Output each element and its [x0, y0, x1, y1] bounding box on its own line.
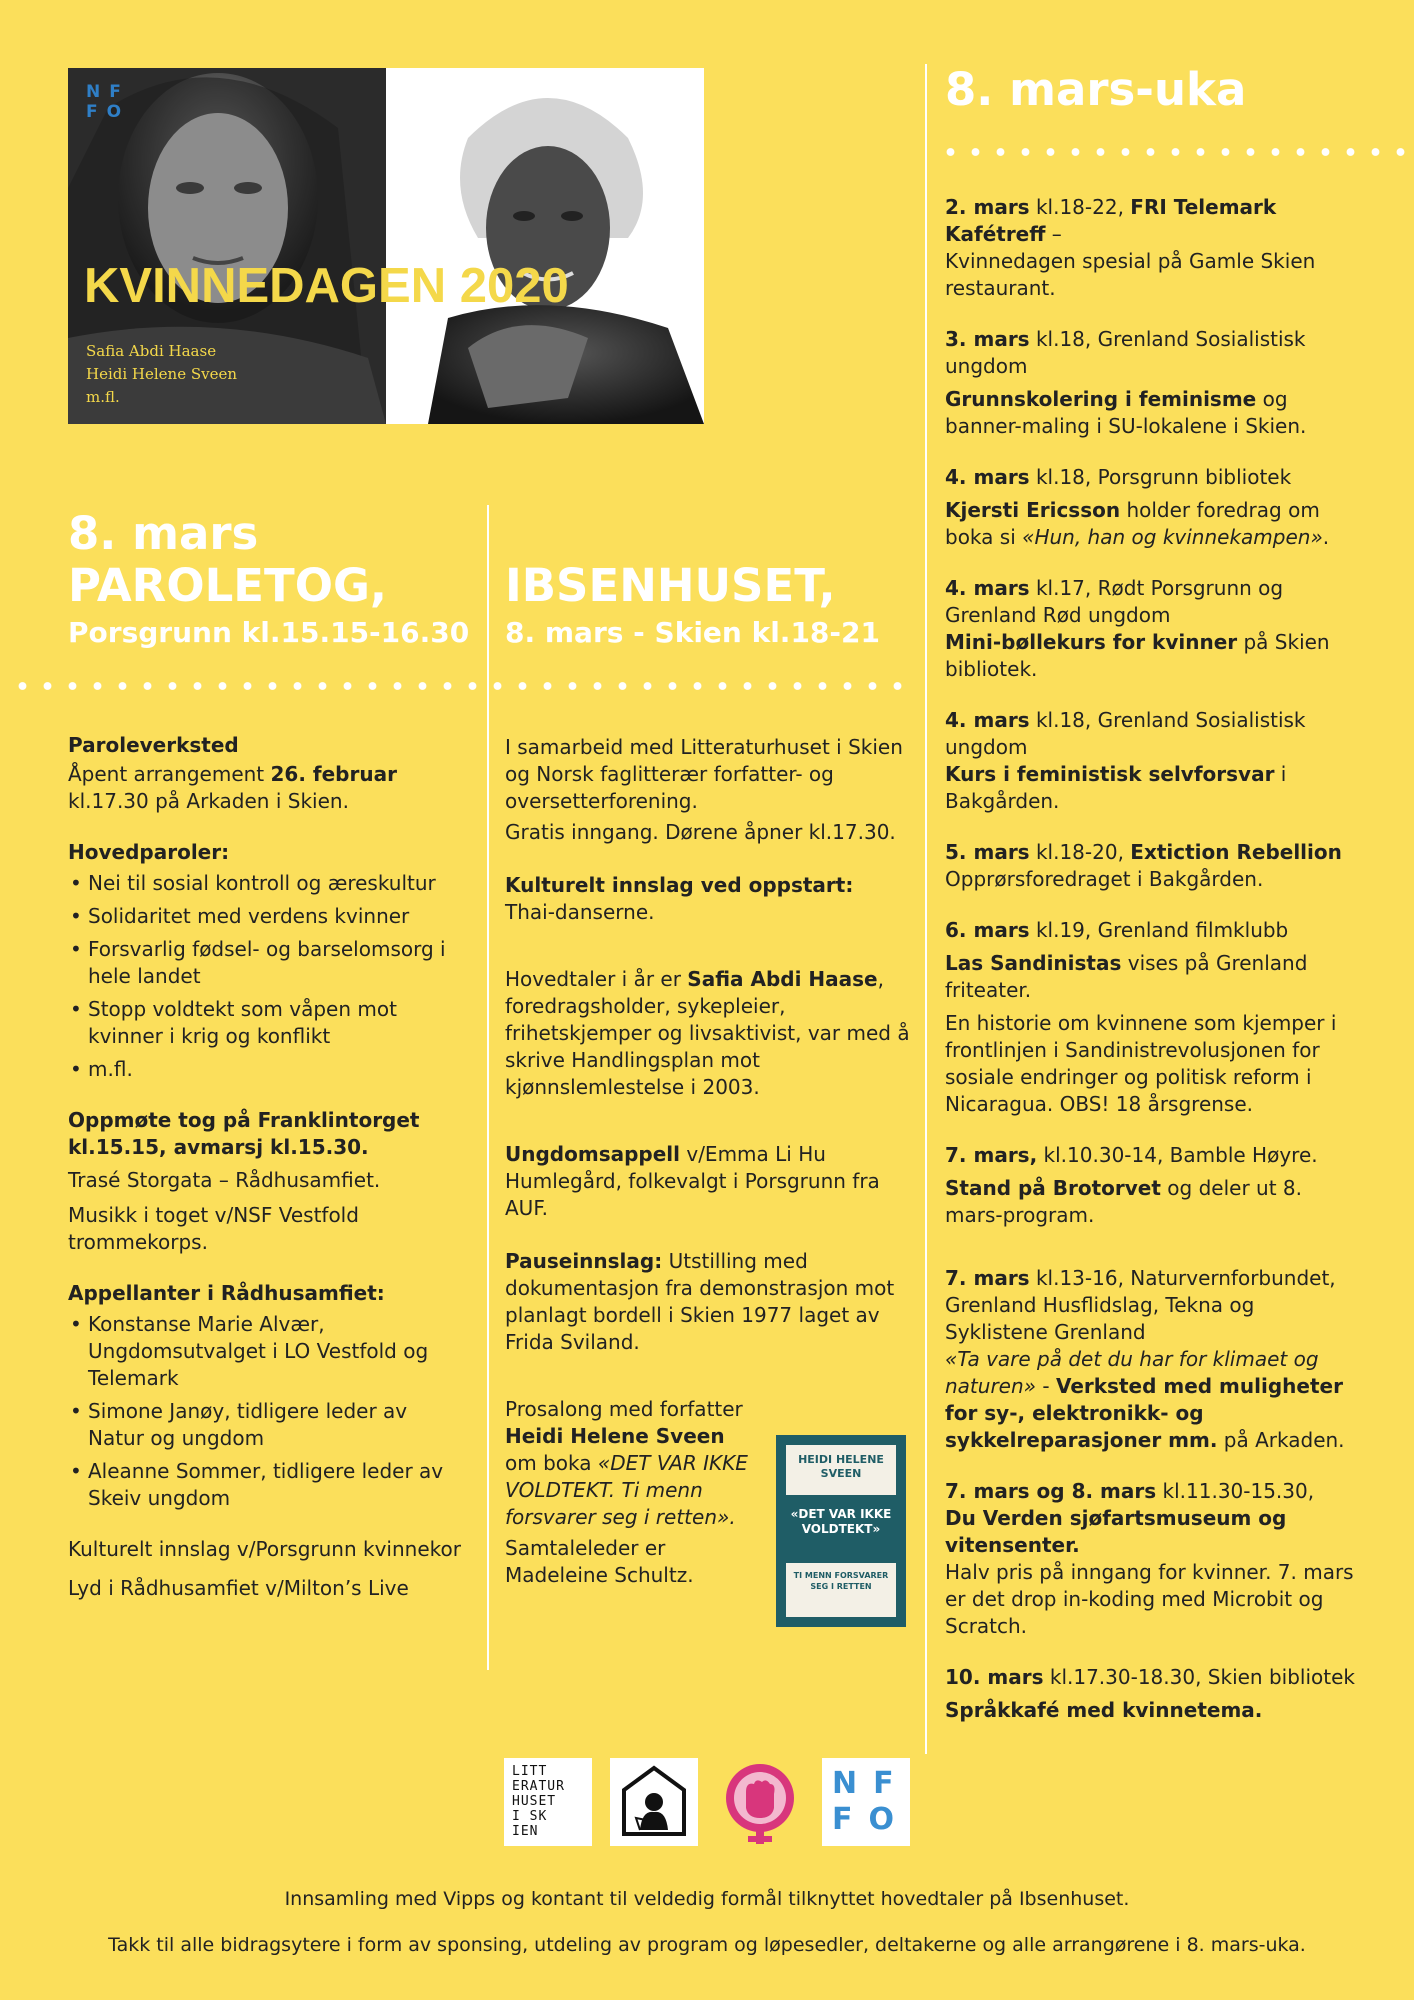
list-item: 7. mars kl.13-16, Naturvernforbundet, Grenland Husflidslag, Tekna og Syklistene Grenland «Ta vare på det du har for klimaet og naturen» - Verksted med muligheter for sy-, elektronikk- og sykkelreparasjoner mm. på Arkaden. — [945, 1266, 1345, 1452]
route-text: Trasé Storgata – Rådhusamfiet. — [68, 1168, 381, 1192]
event-poster-image — [68, 68, 704, 424]
list-item: 4. mars kl.18, Grenland Sosialistisk ungdom Kurs i feministisk selvforsvar i Bakgården. — [945, 708, 1306, 813]
dotted-divider-main — [10, 682, 916, 690]
week-events — [945, 194, 1360, 1748]
list-item: • m.fl. — [68, 1056, 468, 1083]
book-title: «DET VAR IKKE VOLDTEKT» — [790, 1507, 892, 1536]
list-item: 3. mars kl.18, Grenland Sosialistisk ungdom Grunnskolering i feminisme og banner-maling i SU-lokalene i Skien. — [945, 327, 1307, 438]
list-item: 5. mars kl.18-20, Extiction Rebellion Opprørsforedraget i Bakgården. — [945, 840, 1342, 891]
slogans-list — [68, 870, 468, 1083]
main-speaker-text: Hovedtaler i år er Safia Abdi Haase, foredragsholder, sykepleier, frihetskjemper og livsaktivist, var med å skrive Handlingsplan mot kjønnslemlestelse i 2003. — [505, 967, 910, 1099]
list-item: • Solidaritet med verdens kvinner — [68, 903, 468, 930]
list-item: • Stopp voldtekt som våpen mot kvinner i krig og konflikt — [68, 996, 468, 1050]
list-item: 10. mars kl.17.30-18.30, Skien bibliotek Språkkafé med kvinnetema. — [945, 1665, 1355, 1722]
sound-text: Lyd i Rådhusamfiet v/Milton’s Live — [68, 1576, 409, 1600]
poster-speakers: Safia Abdi Haase Heidi Helene Sveen m.fl. — [86, 342, 238, 406]
parade-heading: 8. mars PAROLETOG, Porsgrunn kl.15.15-16.30 — [68, 507, 470, 649]
ibsen-heading: IBSENHUSET, 8. mars - Skien kl.18-21 — [505, 559, 880, 649]
list-item: 7. mars, kl.10.30-14, Bamble Høyre. Stand på Brotorvet og deler ut 8. mars-program. — [945, 1143, 1318, 1227]
house-emblem-icon — [610, 1758, 698, 1846]
parade-details — [68, 732, 468, 1610]
list-item: • Nei til sosial kontroll og æreskultur — [68, 870, 468, 897]
footer-fundraising: Innsamling med Vipps og kontant til veldedig formål tilknyttet hovedtaler på Ibsenhuset. — [284, 1888, 1130, 1910]
list-item: • Forsvarlig fødsel- og barselomsorg i hele landet — [68, 936, 468, 990]
nffo-logo: NF FO — [822, 1758, 910, 1846]
poster-title: KVINNEDAGEN 2020 — [84, 259, 569, 313]
list-item: 7. mars og 8. mars kl.11.30-15.30, Du Verden sjøfartsmuseum og vitensenter. Halv pris på inngang for kvinner. 7. mars er det drop in-koding med Microbit og Scratch. — [945, 1479, 1354, 1638]
list-item: 2. mars kl.18-22, FRI Telemark Kafétreff – Kvinnedagen spesial på Gamle Skien restaurant. — [945, 195, 1316, 300]
book-author: HEIDI HELENE SVEEN — [786, 1445, 896, 1495]
week-title: 8. mars-uka — [945, 63, 1247, 116]
pause-text: Pauseinnslag: Utstilling med dokumentasjon fra demonstrasjon mot planlagt bordell i Skien 1977 laget av Frida Sviland. — [505, 1249, 895, 1354]
ibsen-admission: Gratis inngang. Dørene åpner kl.17.30. — [505, 820, 896, 844]
workshop-text: Åpent arrangement 26. februar kl.17.30 på Arkaden i Skien. — [68, 762, 397, 813]
list-item: • Konstanse Marie Alvær, Ungdomsutvalget i LO Vestfold og Telemark — [68, 1311, 468, 1392]
footer-thanks: Takk til alle bidragsytere i form av sponsing, utdeling av program og løpesedler, deltakerne og alle arrangørene i 8. mars-uka. — [108, 1934, 1306, 1956]
house-emblem-logo — [610, 1758, 698, 1846]
list-item: • Simone Janøy, tidligere leder av Natur og ungdom — [68, 1398, 468, 1452]
nffo-logo-small: NF FO — [86, 82, 131, 122]
ibsen-intro: I samarbeid med Litteraturhuset i Skien og Norsk faglitterær forfatter- og oversetterforening. — [505, 735, 903, 813]
litteraturhuset-logo: LITT ERATUR HUSET I SK IEN — [504, 1758, 592, 1846]
workshop-heading: Paroleverksted — [68, 733, 239, 757]
speakers-list — [68, 1311, 468, 1512]
salon-text: Prosalong med forfatter Heidi Helene Sveen om boka «DET VAR IKKE VOLDTEKT. Ti menn forsvarer seg i retten». Samtaleleder er Madeleine Schultz. — [505, 1397, 748, 1587]
culture-text: Kulturelt innslag v/Porsgrunn kvinnekor — [68, 1537, 461, 1561]
list-item: • Aleanne Sommer, tidligere leder av Skeiv ungdom — [68, 1458, 468, 1512]
feminist-fist-logo — [716, 1758, 804, 1846]
dotted-divider-week — [938, 148, 1410, 156]
right-column-divider — [925, 64, 927, 1754]
culture-text: Thai-danserne. — [505, 900, 655, 924]
fist-icon — [716, 1758, 804, 1846]
list-item: 4. mars kl.18, Porsgrunn bibliotek Kjersti Ericsson holder foredrag om boka si «Hun, han og kvinnekampen». — [945, 465, 1330, 549]
list-item: 6. mars kl.19, Grenland filmklubb Las Sandinistas vises på Grenland friteater. En historie om kvinnene som kjemper i frontlinjen i Sandinistrevolusjonen for sosiale endringer og politisk reform i Nicaragua. OBS! 18 årsgrense. — [945, 918, 1337, 1116]
middle-column-divider — [487, 505, 489, 1670]
music-text: Musikk i toget v/NSF Vestfold trommekorps. — [68, 1203, 359, 1254]
list-item: 4. mars kl.17, Rødt Porsgrunn og Grenland Rød ungdom Mini-bøllekurs for kvinner på Skien bibliotek. — [945, 576, 1330, 681]
youth-appeal-text: Ungdomsappell v/Emma Li Hu Humlegård, folkevalgt i Porsgrunn fra AUF. — [505, 1142, 880, 1220]
book-cover — [776, 1435, 906, 1627]
speakers-heading: Appellanter i Rådhusamfiet: — [68, 1281, 385, 1305]
meetup-heading: Oppmøte tog på Franklintorget kl.15.15, avmarsj kl.15.30. — [68, 1108, 420, 1159]
book-subtitle: TI MENN FORSVARER SEG I RETTEN — [786, 1563, 896, 1617]
slogans-heading: Hovedparoler: — [68, 840, 230, 864]
culture-heading: Kulturelt innslag ved oppstart: — [505, 873, 854, 897]
